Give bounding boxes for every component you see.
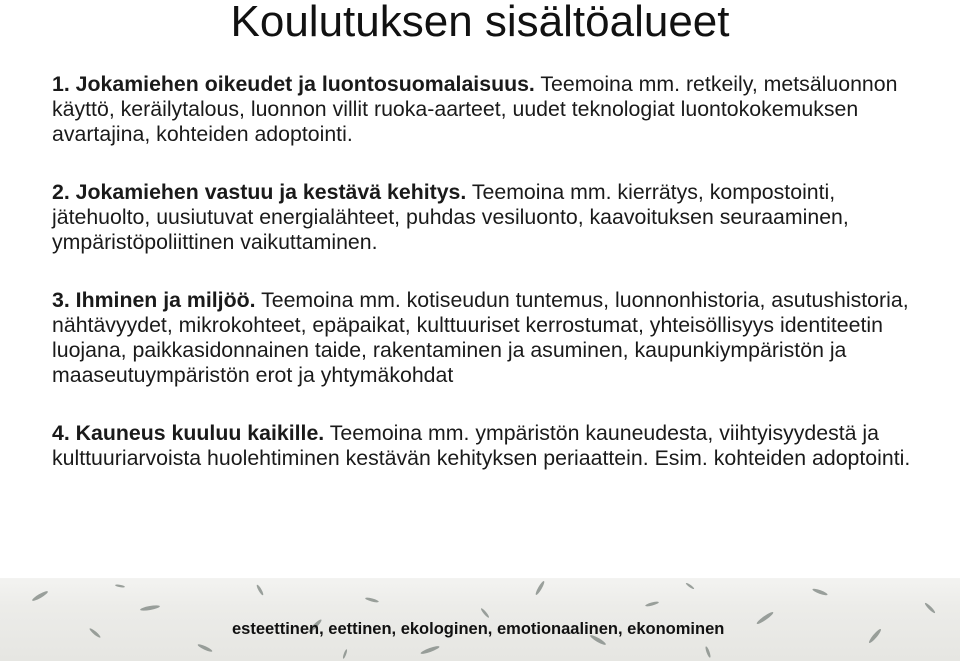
item-body: Teemoina mm. ympäristön kauneudesta, viihtyisyydestä ja kulttuuriarvoista huolehtiminen kestävän kehityksen periaattein. Esim. kohteiden adoptointi. (52, 421, 911, 470)
content-list (52, 72, 932, 504)
footer-banner (0, 578, 960, 661)
item-heading: 4. Kauneus kuuluu kaikille. (52, 421, 325, 445)
footer-text: esteettinen, eettinen, ekologinen, emotionaalinen, ekonominen (232, 620, 725, 638)
page-title: Koulutuksen sisältöalueet (230, 0, 730, 46)
content-item-4 (52, 421, 932, 471)
item-body: Teemoina mm. kierrätys, kompostointi, jätehuolto, uusiutuvat energialähteet, puhdas vesiluonto, kaavoituksen seuraaminen, ympäristöpoliittinen vaikuttaminen. (52, 180, 849, 254)
content-item-2 (52, 180, 932, 255)
item-body: Teemoina mm. kotiseudun tuntemus, luonnonhistoria, asutushistoria, nähtävyydet, mikrokohteet, epäpaikat, kulttuuriset kerrostumat, yhteisöllisyys identiteetin luojana, paikkasidonnainen taide, rakentaminen ja asuminen, kaupunkiympäristön ja maaseutuympäristön erot ja yhtymäkohdat (52, 288, 909, 387)
item-heading: 2. Jokamiehen vastuu ja kestävä kehitys. (52, 180, 467, 204)
content-item-3 (52, 288, 932, 388)
item-heading: 1. Jokamiehen oikeudet ja luontosuomalaisuus. (52, 72, 535, 96)
item-heading: 3. Ihminen ja miljöö. (52, 288, 256, 312)
content-item-1 (52, 72, 932, 147)
item-body: Teemoina mm. retkeily, metsäluonnon käyttö, keräilytalous, luonnon villit ruoka-aarteet, uudet teknologiat luontokokemuksen avartajina, kohteiden adoptointi. (52, 72, 898, 146)
